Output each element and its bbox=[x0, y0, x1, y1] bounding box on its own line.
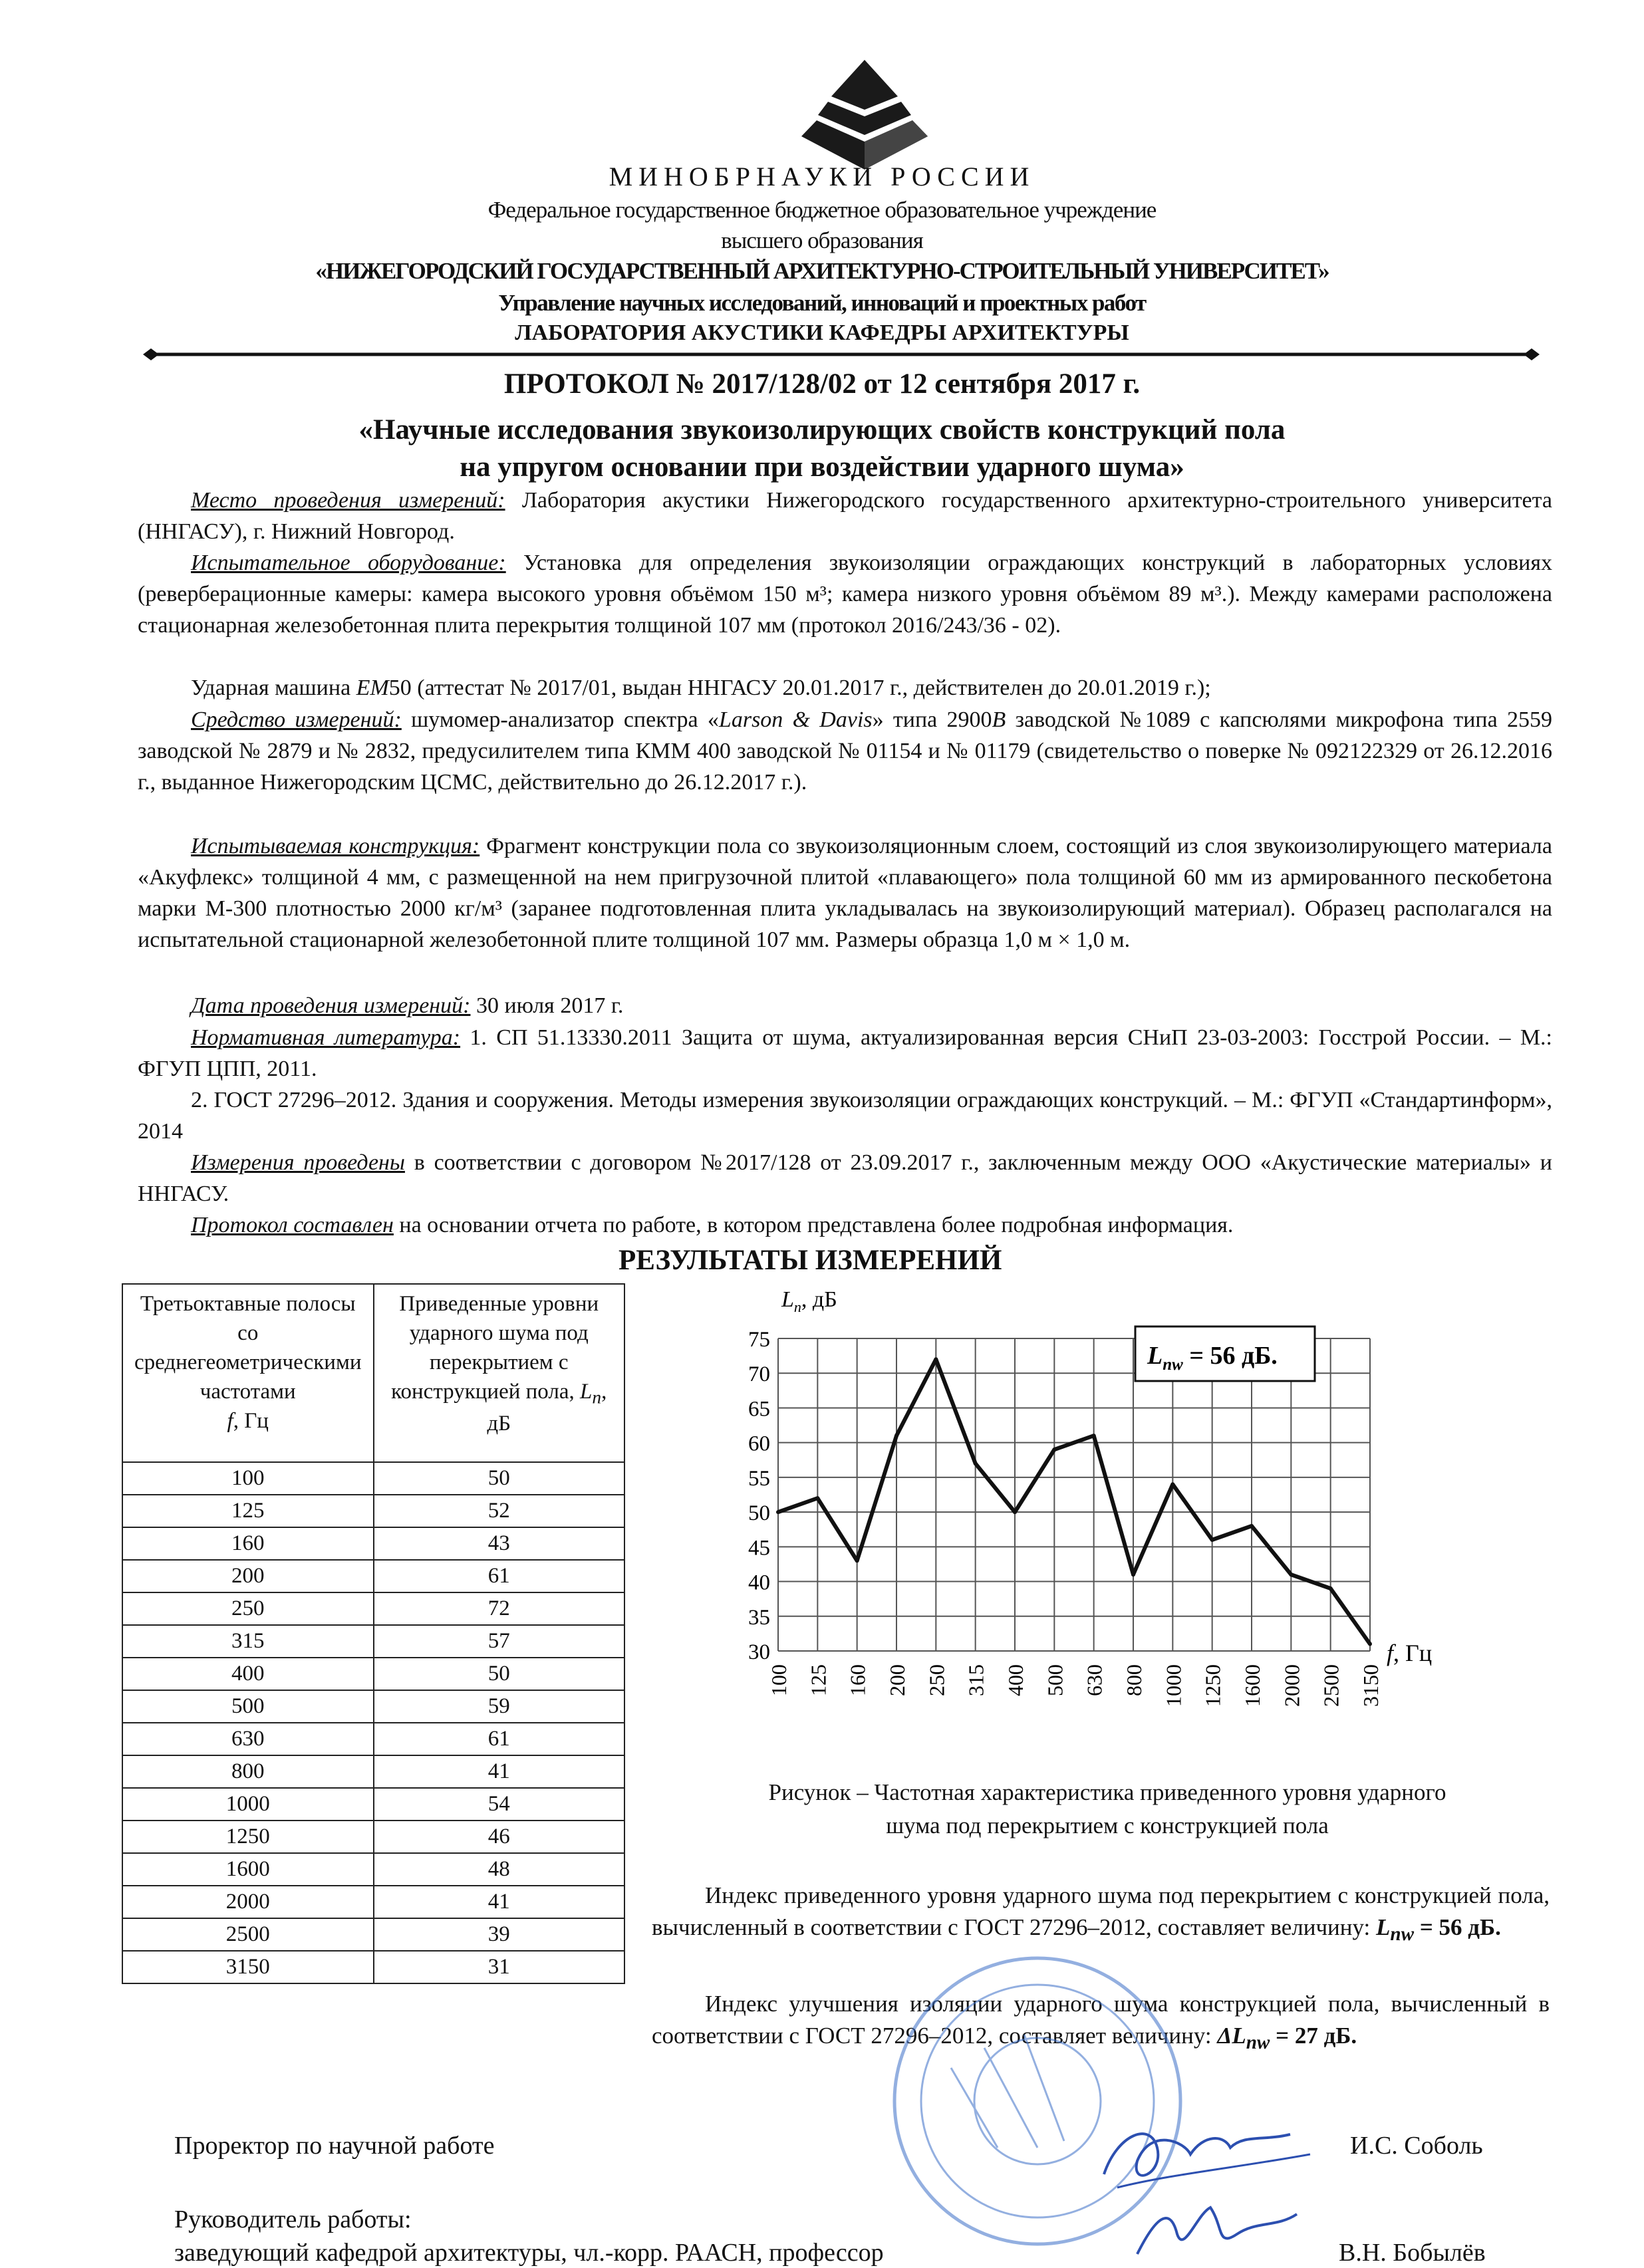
chart-x-tick-label: 315 bbox=[964, 1664, 988, 1696]
figure-caption-1: Рисунок – Частотная характеристика приведенного уровня ударного bbox=[768, 1779, 1446, 1805]
chart-point bbox=[974, 1461, 978, 1465]
protocol-subtitle-2: на упругом основании при воздействии ударного шума» bbox=[460, 451, 1184, 483]
chart-point bbox=[1329, 1586, 1333, 1590]
chart-y-tick-label: 55 bbox=[748, 1466, 770, 1491]
date-text: 30 июля 2017 г. bbox=[470, 993, 624, 1018]
index-paragraph-1 bbox=[652, 1880, 1550, 1948]
chart-y-ticks bbox=[748, 1328, 770, 1664]
index-symbol-1: L bbox=[1376, 1914, 1391, 1941]
frequency-cell: 125 bbox=[122, 1495, 374, 1527]
frequency-chart bbox=[715, 1277, 1433, 1755]
place-text: Лаборатория акустики Нижегородского государственного архитектурно-строительного университета (ННГАСУ), г. Нижний Новгород. bbox=[138, 488, 1553, 544]
instrument-details: заводской №1089 с капсюлями микрофона типа 2559 заводской № 2879 и № 2832, предусилителем типа КММ 400 заводской № 01154 и № 01179 (свидетельство о поверке № 092122329 от 26.12.2016 г., выданное Нижегородским ЦСМС, действительно до 26.12.2017 г.). bbox=[138, 707, 1552, 795]
literature-label: Нормативная литература: bbox=[191, 1025, 461, 1050]
table-row bbox=[122, 1658, 624, 1690]
chart-point bbox=[1368, 1642, 1372, 1646]
level-cell: 52 bbox=[374, 1495, 625, 1527]
laboratory-name: ЛАБОРАТОРИЯ АКУСТИКИ КАФЕДРЫ АРХИТЕКТУРЫ bbox=[515, 320, 1129, 345]
chart-point bbox=[1092, 1434, 1096, 1438]
table-row bbox=[122, 1462, 624, 1495]
chart-point bbox=[1289, 1573, 1293, 1576]
date-paragraph bbox=[138, 991, 1552, 1022]
instrument-brand: Larson & Davis bbox=[718, 707, 873, 732]
instrument-type-letter: B bbox=[992, 707, 1006, 732]
contract-label: Измерения проведены bbox=[191, 1150, 405, 1175]
chart-y-tick-label: 70 bbox=[748, 1362, 770, 1387]
university-logo bbox=[798, 57, 931, 173]
index-text-1: Индекс приведенного уровня ударного шума под перекрытием с конструкцией пола, вычисленный в соответствии с ГОСТ 27296–2012, составляет величину: bbox=[652, 1882, 1550, 1941]
level-cell: 61 bbox=[374, 1560, 625, 1592]
table-row bbox=[122, 1625, 624, 1658]
level-cell: 43 bbox=[374, 1527, 625, 1560]
level-cell: 54 bbox=[374, 1788, 625, 1821]
table-row bbox=[122, 1495, 624, 1527]
table-row bbox=[122, 1951, 624, 1983]
chart-x-tick-label: 125 bbox=[806, 1664, 831, 1696]
frequency-cell: 800 bbox=[122, 1755, 374, 1788]
frequency-cell: 200 bbox=[122, 1560, 374, 1592]
frequency-cell: 1000 bbox=[122, 1788, 374, 1821]
level-column-header bbox=[374, 1284, 625, 1462]
index-text-2: Индекс улучшения изоляции ударного шума конструкцией пола, вычисленный в соответствии с ГОСТ 27296–2012, составляет величину: bbox=[652, 1991, 1550, 2049]
chart-x-tick-label: 630 bbox=[1082, 1664, 1107, 1696]
level-cell: 48 bbox=[374, 1853, 625, 1886]
frequency-cell: 2500 bbox=[122, 1918, 374, 1951]
report-label: Протокол составлен bbox=[191, 1213, 394, 1237]
chart-point bbox=[1013, 1510, 1017, 1514]
date-label: Дата проведения измерений: bbox=[191, 993, 471, 1018]
level-cell: 72 bbox=[374, 1592, 625, 1625]
chart-x-tick-label: 250 bbox=[924, 1664, 949, 1696]
chart-x-tick-label: 800 bbox=[1122, 1664, 1146, 1696]
chart-point bbox=[1170, 1482, 1174, 1486]
chart-x-ticks bbox=[767, 1664, 1383, 1707]
chart-x-tick-label: 1000 bbox=[1161, 1664, 1186, 1707]
machine-certificate: 50 (аттестат № 2017/01, выдан ННГАСУ 20.01.2017 г., действителен до 20.01.2019 г.); bbox=[388, 676, 1211, 700]
vicerector-name: И.С. Соболь bbox=[1350, 2132, 1483, 2160]
index-value-2: = 27 дБ. bbox=[1270, 2023, 1357, 2049]
head-position: заведующий кафедрой архитектуры, чл.-корр. РААСН, профессор bbox=[174, 2239, 884, 2267]
chart-point bbox=[934, 1357, 938, 1361]
institution-line-1: Федеральное государственное бюджетное образовательное учреждение bbox=[487, 197, 1157, 223]
index-subscript-2: nw bbox=[1246, 2032, 1270, 2054]
chart-x-tick-label: 160 bbox=[845, 1664, 870, 1696]
table-row bbox=[122, 1560, 624, 1592]
chart-y-tick-label: 45 bbox=[748, 1536, 770, 1561]
equipment-text: Установка для определения звукоизоляции ограждающих конструкций в лабораторных условиях (реверберационные камеры: камера высокого уровня объёмом 150 м³; камера низкого уровня объёмом 89 м³.). Между камерами расположена стационарная железобетонная плита перекрытия толщиной 107 мм (протокол 2016/243/36 - 02). bbox=[138, 551, 1552, 638]
frequency-cell: 2000 bbox=[122, 1886, 374, 1918]
vicerector-title: Проректор по научной работе bbox=[174, 2132, 495, 2160]
chart-y-axis-label: $L_n$, дБ bbox=[781, 1287, 837, 1315]
index-value-1: = 56 дБ. bbox=[1414, 1914, 1501, 1941]
frequency-unit: , Гц bbox=[233, 1408, 269, 1433]
frequency-cell: 3150 bbox=[122, 1951, 374, 1983]
frequency-cell: 630 bbox=[122, 1723, 374, 1755]
chart-y-tick-label: 35 bbox=[748, 1605, 770, 1630]
instrument-paragraph bbox=[138, 705, 1552, 799]
table-row bbox=[122, 1723, 624, 1755]
frequency-cell: 100 bbox=[122, 1462, 374, 1495]
level-cell: 50 bbox=[374, 1658, 625, 1690]
chart-x-tick-label: 2000 bbox=[1280, 1664, 1304, 1707]
frequency-cell: 400 bbox=[122, 1658, 374, 1690]
table-row bbox=[122, 1886, 624, 1918]
frequency-column-header bbox=[122, 1284, 374, 1462]
frequency-cell: 1600 bbox=[122, 1853, 374, 1886]
table-row bbox=[122, 1821, 624, 1853]
index-subscript-1: nw bbox=[1390, 1924, 1415, 1946]
literature-paragraph bbox=[138, 1023, 1552, 1085]
level-cell: 59 bbox=[374, 1690, 625, 1723]
chart-y-tick-label: 30 bbox=[748, 1640, 770, 1664]
construction-paragraph bbox=[138, 831, 1552, 956]
chart-point bbox=[776, 1510, 780, 1514]
header-divider bbox=[143, 346, 1540, 363]
chart-y-tick-label: 65 bbox=[748, 1397, 770, 1422]
chart-x-tick-label: 1250 bbox=[1200, 1664, 1225, 1707]
chart-point bbox=[815, 1496, 819, 1500]
table-row bbox=[122, 1853, 624, 1886]
head-title: Руководитель работы: bbox=[174, 2205, 412, 2233]
level-header-text: Приведенные уровни ударного шума под перекрытием с конструкцией пола, bbox=[391, 1292, 599, 1404]
chart-y-tick-label: 50 bbox=[748, 1501, 770, 1526]
chart-y-tick-label: 60 bbox=[748, 1432, 770, 1456]
level-cell: 46 bbox=[374, 1821, 625, 1853]
university-name: «НИЖЕГОРОДСКИЙ ГОСУДАРСТВЕННЫЙ АРХИТЕКТУРНО-СТРОИТЕЛЬНЫЙ УНИВЕРСИТЕТ» bbox=[315, 258, 1329, 284]
frequency-cell: 315 bbox=[122, 1625, 374, 1658]
head-signature bbox=[1124, 2188, 1310, 2267]
instrument-text: шумомер-анализатор спектра « bbox=[401, 707, 719, 732]
place-label: Место проведения измерений: bbox=[191, 488, 505, 513]
level-cell: 31 bbox=[374, 1951, 625, 1983]
protocol-subtitle-1: «Научные исследования звукоизолирующих свойств конструкций пола bbox=[358, 414, 1286, 445]
chart-x-tick-label: 2500 bbox=[1319, 1664, 1343, 1707]
chart-point bbox=[1131, 1573, 1135, 1576]
institution-line-2: высшего образования bbox=[721, 227, 923, 253]
department-name: Управление научных исследований, инноваций и проектных работ bbox=[498, 290, 1146, 316]
equipment-paragraph bbox=[138, 548, 1552, 642]
ministry-name: МИНОБРНАУКИ РОССИИ bbox=[609, 162, 1035, 191]
chart-x-tick-label: 200 bbox=[885, 1664, 909, 1696]
chart-x-tick-label: 1600 bbox=[1240, 1664, 1264, 1707]
chart-point bbox=[1052, 1448, 1056, 1451]
literature-paragraph-2: 2. ГОСТ 27296–2012. Здания и сооружения. Методы измерения звукоизоляции ограждающих конструкций. – М.: ФГУП «Стандартинформ», 2014 bbox=[138, 1088, 1552, 1144]
chart-x-tick-label: 400 bbox=[1004, 1664, 1028, 1696]
table-row bbox=[122, 1690, 624, 1723]
chart-y-tick-label: 40 bbox=[748, 1571, 770, 1595]
frequency-header-text: Третьоктавные полосы со среднегеометрическими частотами bbox=[134, 1292, 362, 1404]
level-unit: , дБ bbox=[487, 1379, 607, 1436]
chart-point bbox=[1210, 1538, 1214, 1542]
table-row bbox=[122, 1788, 624, 1821]
level-cell: 41 bbox=[374, 1755, 625, 1788]
frequency-cell: 250 bbox=[122, 1592, 374, 1625]
chart-y-tick-label: 75 bbox=[748, 1328, 770, 1352]
chart-point bbox=[894, 1434, 898, 1438]
literature-text: 1. СП 51.13330.2011 Защита от шума, актуализированная версия СНиП 23-03-2003: Госстрой России. – М.: ФГУП ЦПП, 2011. bbox=[138, 1025, 1553, 1081]
results-heading: РЕЗУЛЬТАТЫ ИЗМЕРЕНИЙ bbox=[618, 1245, 1002, 1276]
index-symbol-2: ΔL bbox=[1217, 2023, 1246, 2049]
table-row bbox=[122, 1918, 624, 1951]
frequency-cell: 500 bbox=[122, 1690, 374, 1723]
table-row bbox=[122, 1755, 624, 1788]
chart-x-tick-label: 100 bbox=[767, 1664, 791, 1696]
machine-text: Ударная машина bbox=[191, 676, 356, 700]
chart-series-line bbox=[778, 1359, 1370, 1644]
level-cell: 41 bbox=[374, 1886, 625, 1918]
chart-x-tick-label: 500 bbox=[1043, 1664, 1067, 1696]
chart-x-tick-label: 3150 bbox=[1359, 1664, 1383, 1707]
chart-grid bbox=[778, 1338, 1370, 1651]
frequency-cell: 160 bbox=[122, 1527, 374, 1560]
report-text: на основании отчета по работе, в котором представлена более подробная информация. bbox=[393, 1213, 1234, 1237]
contract-paragraph bbox=[138, 1148, 1552, 1210]
instrument-label: Средство измерений: bbox=[191, 707, 402, 732]
results-table bbox=[122, 1283, 625, 1984]
frequency-cell: 1250 bbox=[122, 1821, 374, 1853]
machine-model: EM bbox=[356, 676, 389, 700]
report-paragraph bbox=[138, 1210, 1552, 1241]
chart-point bbox=[1250, 1524, 1254, 1528]
level-cell: 50 bbox=[374, 1462, 625, 1495]
frequency-symbol: f bbox=[227, 1408, 233, 1433]
chart-annotation: $L_{nw} = 56$ дБ. bbox=[1147, 1342, 1278, 1374]
place-paragraph bbox=[138, 485, 1552, 548]
machine-paragraph bbox=[138, 673, 1552, 704]
instrument-type: » типа 2900 bbox=[872, 707, 992, 732]
level-symbol: L bbox=[579, 1379, 593, 1404]
construction-text: Фрагмент конструкции пола со звукоизоляционным слоем, состоящий из слоя звукоизолирующего материала «Акуфлекс» толщиной 4 мм, с размещенной на нем пригрузочной плитой «плавающего» пола толщиной 60 мм из армированного пескобетона марки М-300 плотностью 2000 кг/м³ (заранее подготовленная плита укладывалась на звукоизолирующий материал). Образец располагался на испытательной стационарной железобетонной плите толщиной 107 мм. Размеры образца 1,0 м × 1,0 м. bbox=[138, 834, 1552, 952]
chart-x-axis-label: f, Гц bbox=[1387, 1640, 1433, 1666]
table-row bbox=[122, 1527, 624, 1560]
level-cell: 61 bbox=[374, 1723, 625, 1755]
construction-label: Испытываемая конструкция: bbox=[191, 834, 480, 858]
figure-caption-2: шума под перекрытием с конструкцией пола bbox=[886, 1813, 1329, 1838]
head-name: В.Н. Бобылёв bbox=[1339, 2239, 1486, 2267]
table-row bbox=[122, 1592, 624, 1625]
chart-point bbox=[855, 1559, 859, 1563]
level-cell: 57 bbox=[374, 1625, 625, 1658]
level-subscript: n bbox=[592, 1386, 602, 1408]
contract-text: в соответствии с договором №2017/128 от 23.09.2017 г., заключенным между ООО «Акустические материалы» и ННГАСУ. bbox=[138, 1150, 1552, 1206]
equipment-label: Испытательное оборудование: bbox=[191, 551, 506, 575]
protocol-title: ПРОТОКОЛ № 2017/128/02 от 12 сентября 2017 г. bbox=[503, 368, 1141, 400]
level-cell: 39 bbox=[374, 1918, 625, 1951]
